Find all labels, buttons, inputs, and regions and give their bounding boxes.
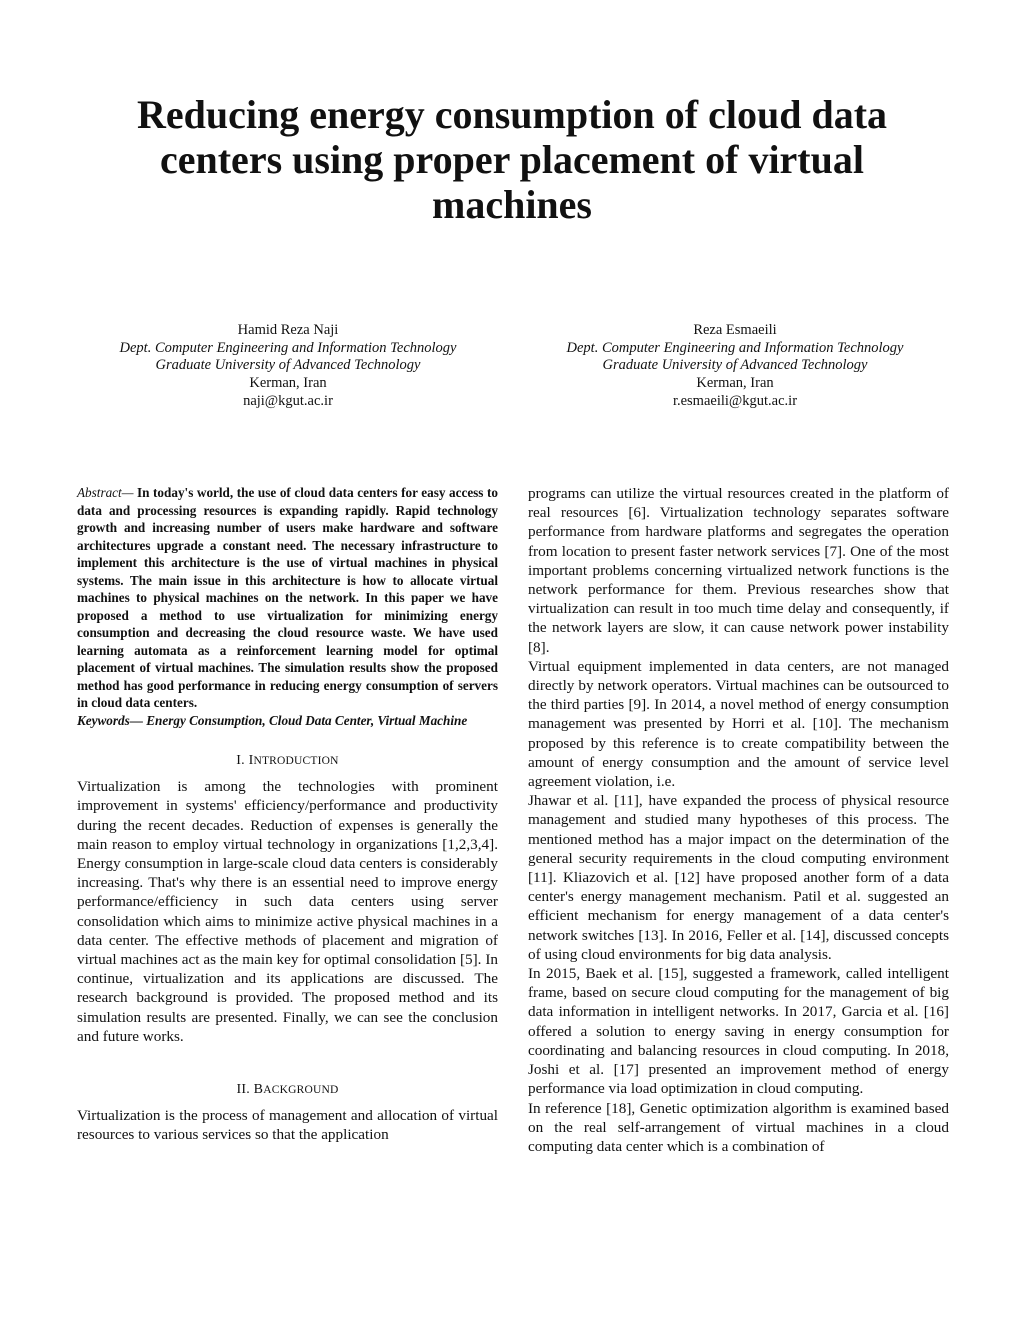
author-email: r.esmaeili@kgut.ac.ir xyxy=(672,392,798,409)
section-title-rest: ACKGROUND xyxy=(263,1084,339,1097)
author-email: naji@kgut.ac.ir xyxy=(243,392,333,409)
section-initial: I xyxy=(248,753,254,768)
author-university: Graduate University of Advanced Technology xyxy=(602,357,868,374)
author-dept: Dept. Computer Engineering and Information Technology xyxy=(119,339,457,356)
section-heading-introduction xyxy=(77,751,498,771)
section-number: II. xyxy=(236,1082,250,1098)
section-initial: B xyxy=(253,1082,264,1098)
body-paragraph: Virtual equipment implemented in data centers, are not managed directly by network operators. Virtual machines can be outsourced to the third parties [9]. In 2014, a novel method of energy consumption management was presented by Horri et al. [10]. The mechanism proposed by this reference is to create compatibility between the amount of energy consumption and the amount of service level agreement violation, i.e. xyxy=(528,657,949,791)
author-block-2 xyxy=(525,322,945,411)
left-column xyxy=(77,484,498,1145)
body-paragraph: In 2015, Baek et al. [15], suggested a framework, called intelligent frame, based on secure cloud computing for the management of big data information in intelligent networks. In 2017, Garcia et al. [16] offered a solution to energy saving in energy consumption for coordinating and balancing resources in cloud computing. In 2018, Joshi et al. [17] presented an improvement method of energy performance via load optimization in cloud computing. xyxy=(528,965,949,1098)
paper-title: Reducing energy consumption of cloud data centers using proper placement of virtual machines xyxy=(136,92,888,227)
author-location: Kerman, Iran xyxy=(696,375,774,392)
section-heading-background xyxy=(77,1080,498,1100)
author-location: Kerman, Iran xyxy=(249,375,327,392)
author-university: Graduate University of Advanced Technology xyxy=(155,357,421,374)
author-block-1 xyxy=(78,322,498,411)
background-paragraph: Virtualization is the process of management and allocation of virtual resources to various services so that the application xyxy=(77,1107,498,1144)
abstract-text: In today's world, the use of cloud data centers for easy access to data and processing resources is expanding rapidly. Rapid technology growth and increasing number of users make hardware and software architectures upgrade a constant need. The necessary infrastructure to implement this architecture is the use of virtual machines in physical systems. The main issue in this architecture is how to allocate virtual machines to physical machines on the network. In this paper we have proposed a method to use virtualization for minimizing energy consumption and decreasing the cloud resource waste. We have used learning automata as a reinforcement learning model for optimal placement of virtual machines. The simulation results show the proposed method has good performance in reducing energy consumption of servers in cloud data centers. xyxy=(77,485,498,710)
author-name: Hamid Reza Naji xyxy=(237,322,339,338)
body-paragraph: programs can utilize the virtual resources created in the platform of real resources [6]. Virtualization technology separates software performance from hardware platforms and segregates the operation from location to present faster network services [7]. One of the most important problems concerning virtualized network functions is the network performance for them. Previous researches show that virtualization can result in too much time delay and consequently, if the network layers are slow, it can cause network power instability [8]. xyxy=(528,485,949,656)
right-column xyxy=(528,484,949,1156)
section-number: I. xyxy=(236,753,245,768)
abstract xyxy=(77,484,498,712)
introduction-paragraph: Virtualization is among the technologies with prominent improvement in systems' efficiency/performance and productivity during the recent decades. Reduction of expenses is generally the main reason to employ virtual technology in organizations [1,2,3,4]. Energy consumption in large-scale cloud data centers is considerably increasing. That's why there is an essential need to improve energy performance/efficiency in such data centers using server consolidation which aims to minimize active physical machines in a data center. The effective methods of placement and migration of virtual machines act as the main key for optimal consolidation [5]. In continue, virtualization and its applications are discussed. The research background is provided. The proposed method and its simulation results are presented. Finally, we can see the conclusion and future works. xyxy=(77,778,498,1045)
abstract-label: Abstract— xyxy=(77,485,134,500)
author-name: Reza Esmaeili xyxy=(693,322,777,338)
keywords: Keywords— Energy Consumption, Cloud Data Center, Virtual Machine xyxy=(77,712,468,728)
section-title-rest: NTRODUCTION xyxy=(253,755,339,767)
body-paragraph: In reference [18], Genetic optimization algorithm is examined based on the real self-arrangement of virtual machines in a cloud computing data center which is a combination of xyxy=(528,1099,949,1155)
body-paragraph: Jhawar et al. [11], have expanded the process of physical resource management and studied many hypotheses of this process. The mentioned method has a major impact on the determination of the general security requirements in the cloud computing environment [11]. Kliazovich et al. [12] have proposed another form of a data center's energy management mechanism. Patil et al. suggested an efficient mechanism for energy management of a data center's network switches [13]. In 2016, Feller et al. [14], discussed concepts of using cloud environments for big data analysis. xyxy=(528,792,949,963)
author-dept: Dept. Computer Engineering and Information Technology xyxy=(566,339,904,356)
